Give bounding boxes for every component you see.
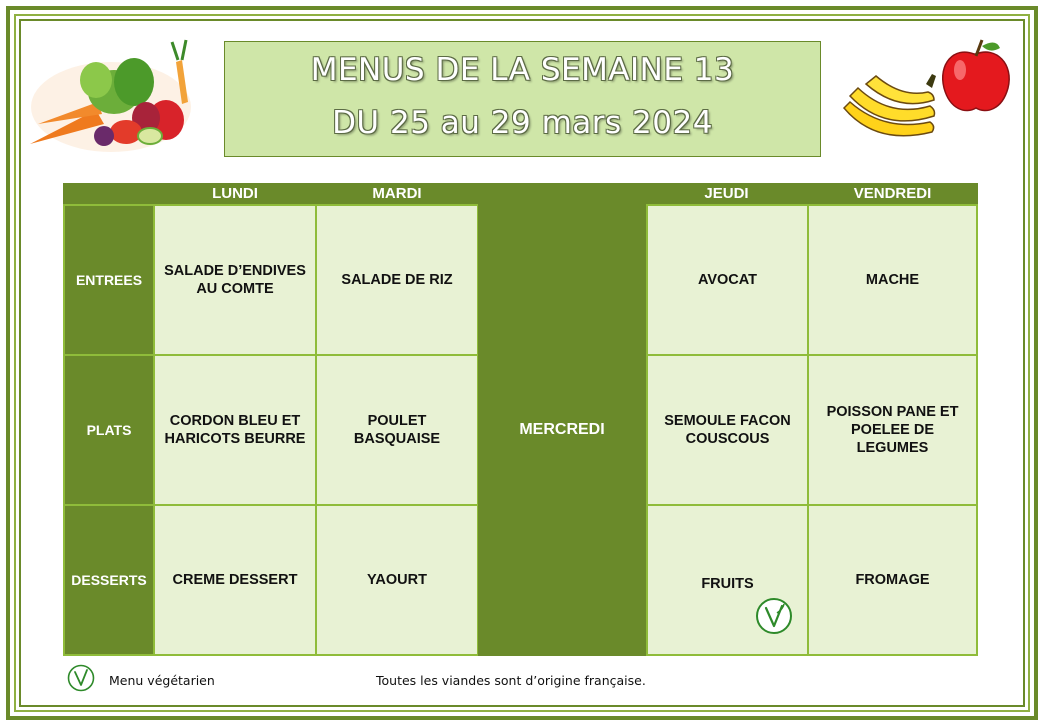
header-corner	[63, 183, 154, 204]
title-week: MENUS DE LA SEMAINE 13	[310, 52, 735, 88]
menu-cell-vendredi-entree: MACHE	[807, 204, 978, 356]
vegetarian-v-icon	[755, 597, 793, 635]
menu-cell-mardi-dessert: YAOURT	[315, 504, 479, 656]
menu-cell-mardi-plat: POULET BASQUAISE	[315, 354, 479, 506]
vegetables-illustration	[26, 32, 196, 162]
row-label-plats: PLATS	[63, 354, 155, 506]
row-label-desserts: DESSERTS	[63, 504, 155, 656]
header-mardi: MARDI	[316, 183, 478, 204]
row-label-entrees: ENTREES	[63, 204, 155, 356]
menu-cell-vendredi-dessert: FROMAGE	[807, 504, 978, 656]
menu-cell-vendredi-plat: POISSON PANE ET POELEE DE LEGUMES	[807, 354, 978, 506]
menu-cell-jeudi-dessert: FRUITS	[646, 504, 809, 656]
menu-cell-mardi-entree: SALADE DE RIZ	[315, 204, 479, 356]
menu-cell-jeudi-entree: AVOCAT	[646, 204, 809, 356]
legend-origin-note: Toutes les viandes sont d’origine française.	[376, 673, 646, 688]
header-vendredi: VENDREDI	[807, 183, 978, 204]
menu-cell-lundi-entree: SALADE D’ENDIVES AU COMTE	[153, 204, 317, 356]
header-lundi: LUNDI	[154, 183, 316, 204]
menu-cell-lundi-plat: CORDON BLEU ET HARICOTS BEURRE	[153, 354, 317, 506]
legend-vegetarian-label: Menu végétarien	[109, 673, 215, 688]
banana-apple-illustration	[836, 36, 1016, 151]
title-dates: DU 25 au 29 mars 2024	[332, 105, 713, 141]
menu-cell-jeudi-plat: SEMOULE FACON COUSCOUS	[646, 354, 809, 506]
legend-vegetarian-icon	[67, 664, 95, 692]
header-jeudi: JEUDI	[646, 183, 807, 204]
mercredi-column: MERCREDI	[478, 204, 646, 656]
menu-cell-lundi-dessert: CREME DESSERT	[153, 504, 317, 656]
title-box	[224, 41, 821, 157]
header-mercredi-blank	[478, 183, 646, 205]
